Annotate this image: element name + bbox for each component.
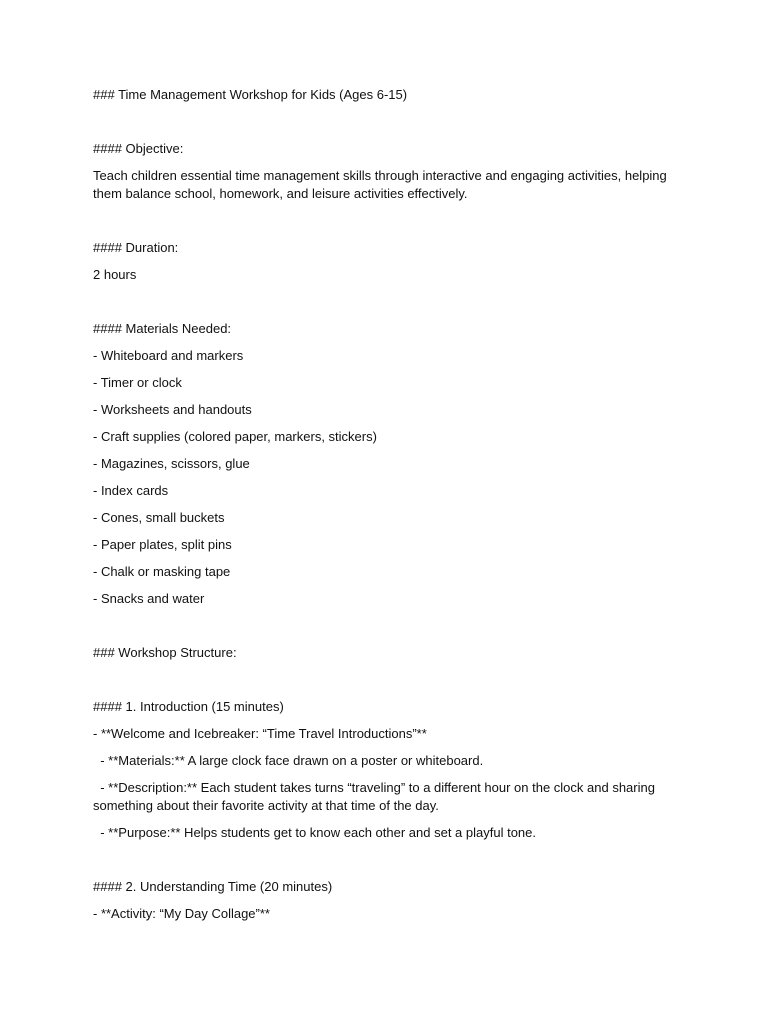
section2-heading: #### 2. Understanding Time (20 minutes) [93, 879, 333, 894]
objective-heading: #### Objective: [93, 141, 184, 156]
materials-list [93, 347, 683, 608]
list-item: - Snacks and water [93, 591, 205, 606]
list-item: - Paper plates, split pins [93, 537, 232, 552]
section1-description: - **Description:** Each student takes turns “traveling” to a different hour on the clock and sharing something about their favorite activity at that time of the day. [93, 780, 659, 813]
structure-heading: ### Workshop Structure: [93, 645, 237, 660]
list-item: - Worksheets and handouts [93, 402, 252, 417]
list-item: - Whiteboard and markers [93, 348, 244, 363]
materials-heading: #### Materials Needed: [93, 321, 232, 336]
section1-purpose: - **Purpose:** Helps students get to know each other and set a playful tone. [93, 825, 537, 840]
section2-activity: - **Activity: “My Day Collage”** [93, 906, 270, 921]
list-item: - Cones, small buckets [93, 510, 225, 525]
section1-activity: - **Welcome and Icebreaker: “Time Travel Introductions”** [93, 726, 427, 741]
document-body [93, 86, 683, 923]
section1-heading: #### 1. Introduction (15 minutes) [93, 699, 284, 714]
list-item: - Index cards [93, 483, 169, 498]
section1-materials: - **Materials:** A large clock face drawn on a poster or whiteboard. [93, 753, 484, 768]
objective-text: Teach children essential time management skills through interactive and engaging activities, helping them balance school, homework, and leisure activities effectively. [93, 168, 671, 201]
list-item: - Timer or clock [93, 375, 182, 390]
list-item: - Craft supplies (colored paper, markers, stickers) [93, 429, 377, 444]
duration-heading: #### Duration: [93, 240, 179, 255]
duration-text: 2 hours [93, 267, 137, 282]
document-title: ### Time Management Workshop for Kids (Ages 6-15) [93, 87, 408, 102]
list-item: - Magazines, scissors, glue [93, 456, 250, 471]
list-item: - Chalk or masking tape [93, 564, 231, 579]
